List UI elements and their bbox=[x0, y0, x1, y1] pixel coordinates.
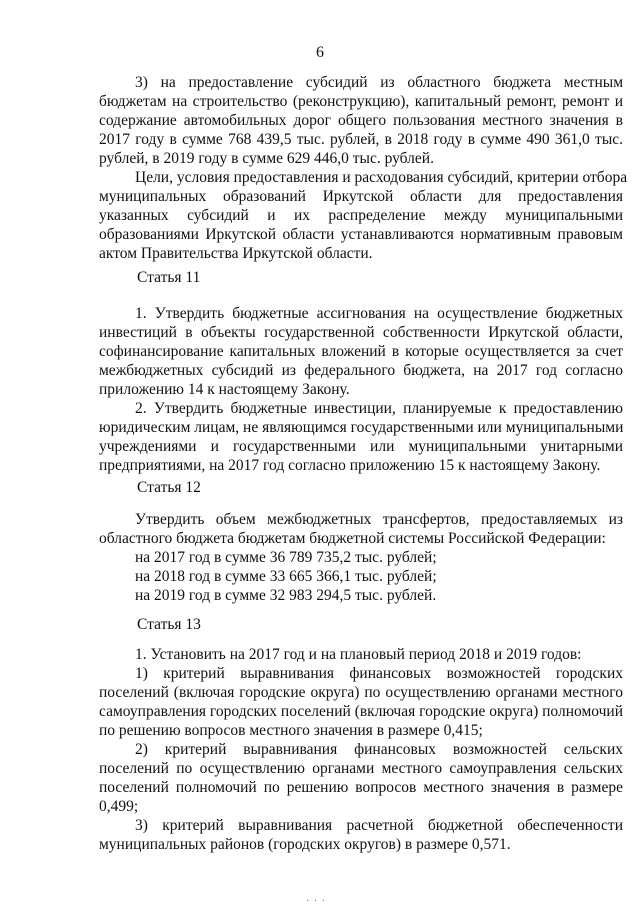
text-line: 1) критерий выравнивания финансовых возможностей городских bbox=[135, 665, 623, 682]
text-line: Утвердить объем межбюджетных трансфертов, предоставляемых из bbox=[135, 511, 623, 528]
text-line: содержание автомобильных дорог общего пользования местного значения в bbox=[99, 112, 623, 129]
text-line: 2017 году в сумме 768 439,5 тыс. рублей, в 2018 году в сумме 490 361,0 тыс. bbox=[99, 131, 623, 148]
article-heading-12: Статья 12 bbox=[137, 479, 201, 496]
text-line: поселений по осуществлению органами местного самоуправления сельских bbox=[99, 760, 623, 777]
text-line: поселений полномочий по решению вопросов местного значения в размере bbox=[99, 779, 623, 796]
text-line: самоуправления городских поселений (включая городские округа) полномочий bbox=[99, 703, 623, 720]
text-line: 3) на предоставление субсидий из областного бюджета местным bbox=[135, 74, 623, 91]
text-line: по решению вопросов местного значения в размере 0,415; bbox=[99, 722, 483, 739]
text-line: инвестиций в объекты государственной собственности Иркутской области, bbox=[99, 324, 623, 341]
text-line: на 2018 год в сумме 33 665 366,1 тыс. рублей; bbox=[135, 568, 437, 585]
text-line: областного бюджета бюджетам бюджетной системы Российской Федерации: bbox=[99, 530, 606, 547]
text-line: поселений (включая городские округа) по осуществлению органами местного bbox=[99, 684, 623, 701]
text-line: межбюджетных субсидий из федерального бюджета, на 2017 год согласно bbox=[99, 362, 623, 379]
text-line: 1. Утвердить бюджетные ассигнования на осуществление бюджетных bbox=[135, 305, 623, 322]
article-heading-13: Статья 13 bbox=[137, 616, 201, 633]
text-line: 0,499; bbox=[99, 798, 139, 815]
text-line: образованиями Иркутской области устанавливаются нормативным правовым bbox=[99, 226, 623, 243]
text-line: указанных субсидий и их распределение между муниципальными bbox=[99, 207, 623, 224]
page-number: 6 bbox=[316, 44, 324, 61]
text-line: рублей, в 2019 году в сумме 629 446,0 тыс. рублей. bbox=[99, 150, 434, 167]
text-line: 1. Установить на 2017 год и на плановый период 2018 и 2019 годов: bbox=[135, 646, 582, 663]
text-line: на 2019 год в сумме 32 983 294,5 тыс. рублей. bbox=[135, 587, 437, 604]
text-line: учреждениями и государственными или муниципальными унитарными bbox=[99, 438, 623, 455]
text-line: 2) критерий выравнивания финансовых возможностей сельских bbox=[135, 741, 623, 758]
text-line: на 2017 год в сумме 36 789 735,2 тыс. рублей; bbox=[135, 549, 437, 566]
text-line: предприятиями, на 2017 год согласно приложению 15 к настоящему Закону. bbox=[99, 457, 601, 474]
text-line: 2. Утвердить бюджетные инвестиции, планируемые к предоставлению bbox=[135, 400, 623, 417]
text-line: бюджетам на строительство (реконструкцию), капитальный ремонт, ремонт и bbox=[99, 93, 623, 110]
text-line: софинансирование капитальных вложений в которые осуществляется за счет bbox=[99, 343, 623, 360]
text-line: Цели, условия предоставления и расходования субсидий, критерии отбора bbox=[135, 169, 628, 186]
text-line: актом Правительства Иркутской области. bbox=[99, 245, 373, 262]
scan-mark: · · · bbox=[306, 896, 326, 907]
text-line: юридическим лицам, не являющимся государственными или муниципальными bbox=[99, 419, 624, 436]
article-heading-11: Статья 11 bbox=[137, 269, 201, 286]
text-line: муниципальных образований Иркутской области для предоставления bbox=[99, 188, 623, 205]
text-line: муниципальных районов (городских округов) в размере 0,571. bbox=[99, 836, 511, 853]
text-line: 3) критерий выравнивания расчетной бюджетной обеспеченности bbox=[135, 817, 623, 834]
text-line: приложению 14 к настоящему Закону. bbox=[99, 381, 350, 398]
